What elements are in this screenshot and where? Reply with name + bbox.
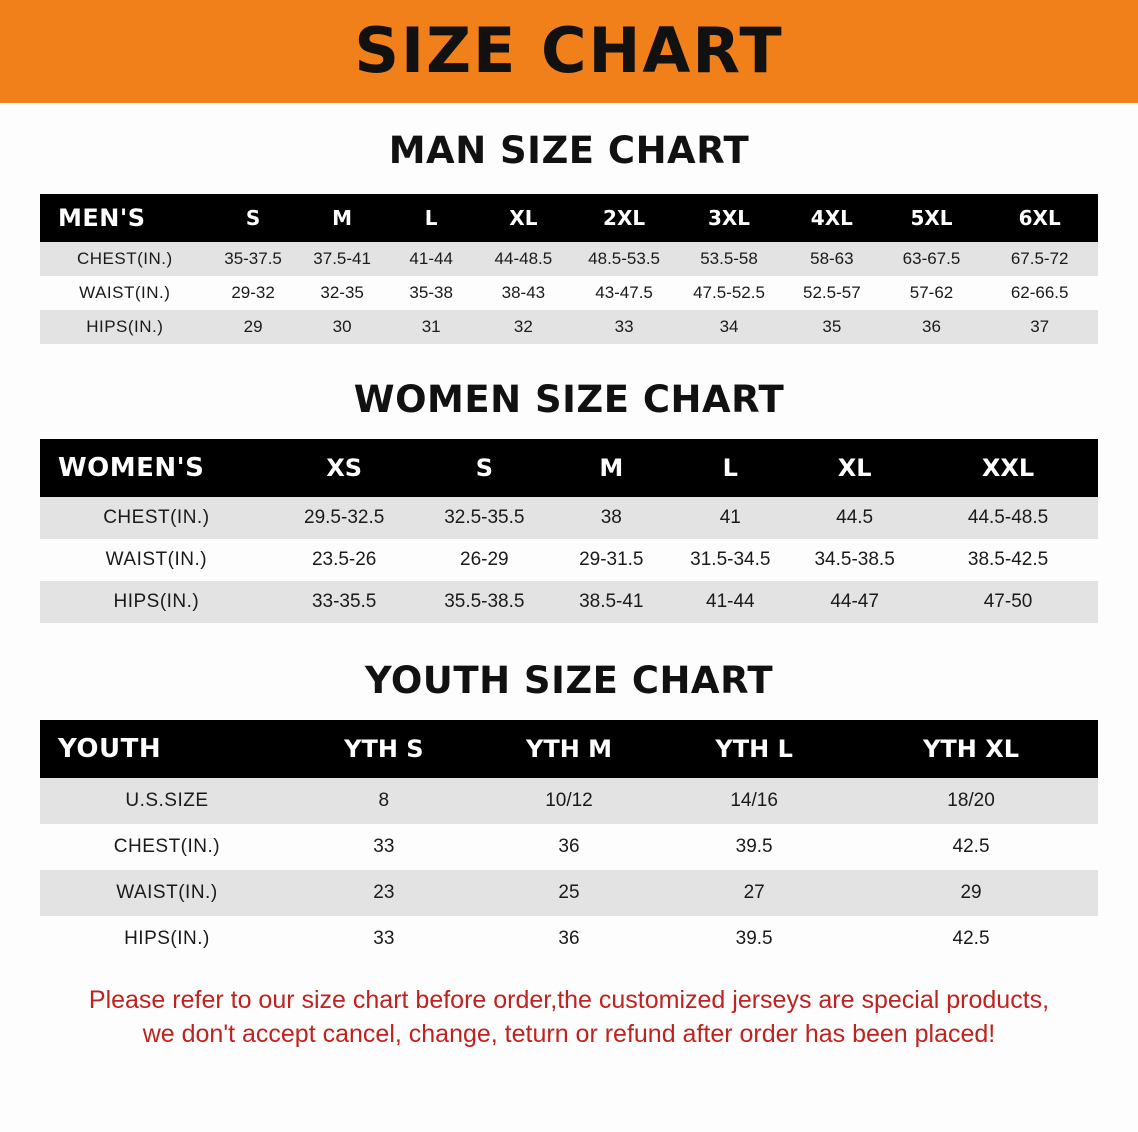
cell: 33 bbox=[294, 824, 474, 870]
table-row bbox=[40, 778, 1098, 824]
col-header-s: S bbox=[210, 194, 297, 242]
table-header-row bbox=[40, 439, 1098, 497]
table-row bbox=[40, 539, 1098, 581]
row-label-waist: WAIST(IN.) bbox=[40, 870, 294, 916]
cell: 29-31.5 bbox=[553, 539, 669, 581]
col-header-s: S bbox=[416, 439, 554, 497]
cell: 37 bbox=[981, 310, 1098, 344]
cell: 39.5 bbox=[664, 824, 844, 870]
women-section-title: WOMEN SIZE CHART bbox=[353, 378, 785, 421]
col-header-yth-s: YTH S bbox=[294, 720, 474, 778]
cell: 43-47.5 bbox=[572, 276, 676, 310]
col-header-men: MEN'S bbox=[40, 194, 210, 242]
cell: 53.5-58 bbox=[676, 242, 782, 276]
cell: 31 bbox=[388, 310, 475, 344]
col-header-xl: XL bbox=[475, 194, 573, 242]
col-header-5xl: 5XL bbox=[882, 194, 982, 242]
table-row bbox=[40, 276, 1098, 310]
cell: 42.5 bbox=[844, 824, 1098, 870]
cell: 36 bbox=[882, 310, 982, 344]
cell: 36 bbox=[474, 824, 664, 870]
col-header-yth-m: YTH M bbox=[474, 720, 664, 778]
cell: 44.5-48.5 bbox=[918, 497, 1098, 539]
cell: 63-67.5 bbox=[882, 242, 982, 276]
row-label-chest: CHEST(IN.) bbox=[40, 497, 273, 539]
row-label-hips: HIPS(IN.) bbox=[40, 581, 273, 623]
man-section-title: MAN SIZE CHART bbox=[388, 129, 750, 172]
cell: 29 bbox=[844, 870, 1098, 916]
cell: 38 bbox=[553, 497, 669, 539]
cell: 38.5-41 bbox=[553, 581, 669, 623]
cell: 44-47 bbox=[791, 581, 918, 623]
col-header-xxl: XXL bbox=[918, 439, 1098, 497]
col-header-l: L bbox=[669, 439, 791, 497]
cell: 52.5-57 bbox=[782, 276, 882, 310]
cell: 67.5-72 bbox=[981, 242, 1098, 276]
cell: 35-38 bbox=[388, 276, 475, 310]
col-header-m: M bbox=[553, 439, 669, 497]
cell: 27 bbox=[664, 870, 844, 916]
col-header-womens: WOMEN'S bbox=[40, 439, 273, 497]
col-header-4xl: 4XL bbox=[782, 194, 882, 242]
col-header-xs: XS bbox=[273, 439, 416, 497]
policy-note-line1: Please refer to our size chart before order,the customized jerseys are special products, bbox=[88, 986, 1050, 1014]
man-table-wrapper bbox=[0, 194, 1138, 344]
cell: 41-44 bbox=[388, 242, 475, 276]
cell: 34 bbox=[676, 310, 782, 344]
col-header-youth: YOUTH bbox=[40, 720, 294, 778]
cell: 47.5-52.5 bbox=[676, 276, 782, 310]
row-label-hips: HIPS(IN.) bbox=[40, 310, 210, 344]
women-size-table bbox=[40, 439, 1098, 623]
cell: 58-63 bbox=[782, 242, 882, 276]
women-table-wrapper bbox=[0, 439, 1138, 623]
cell: 26-29 bbox=[416, 539, 554, 581]
cell: 23.5-26 bbox=[273, 539, 416, 581]
cell: 10/12 bbox=[474, 778, 664, 824]
row-label-waist: WAIST(IN.) bbox=[40, 276, 210, 310]
cell: 38-43 bbox=[475, 276, 573, 310]
cell: 44.5 bbox=[791, 497, 918, 539]
row-label-us-size: U.S.SIZE bbox=[40, 778, 294, 824]
row-label-waist: WAIST(IN.) bbox=[40, 539, 273, 581]
cell: 31.5-34.5 bbox=[669, 539, 791, 581]
col-header-l: L bbox=[388, 194, 475, 242]
cell: 32.5-35.5 bbox=[416, 497, 554, 539]
cell: 14/16 bbox=[664, 778, 844, 824]
man-size-table bbox=[40, 194, 1098, 344]
cell: 33-35.5 bbox=[273, 581, 416, 623]
cell: 62-66.5 bbox=[981, 276, 1098, 310]
cell: 33 bbox=[572, 310, 676, 344]
table-header-row bbox=[40, 720, 1098, 778]
policy-note-line2: we don't accept cancel, change, teturn or refund after order has been placed! bbox=[142, 1019, 996, 1048]
cell: 34.5-38.5 bbox=[791, 539, 918, 581]
cell: 38.5-42.5 bbox=[918, 539, 1098, 581]
header-banner bbox=[0, 0, 1138, 103]
cell: 8 bbox=[294, 778, 474, 824]
table-row bbox=[40, 242, 1098, 276]
col-header-6xl: 6XL bbox=[981, 194, 1098, 242]
cell: 47-50 bbox=[918, 581, 1098, 623]
col-header-yth-l: YTH L bbox=[664, 720, 844, 778]
cell: 44-48.5 bbox=[475, 242, 573, 276]
table-row bbox=[40, 581, 1098, 623]
youth-table-wrapper bbox=[0, 720, 1138, 962]
col-header-m: M bbox=[297, 194, 388, 242]
row-label-hips: HIPS(IN.) bbox=[40, 916, 294, 962]
cell: 32 bbox=[475, 310, 573, 344]
cell: 57-62 bbox=[882, 276, 982, 310]
col-header-3xl: 3XL bbox=[676, 194, 782, 242]
cell: 35 bbox=[782, 310, 882, 344]
cell: 29-32 bbox=[210, 276, 297, 310]
page-title: SIZE CHART bbox=[354, 13, 784, 87]
cell: 39.5 bbox=[664, 916, 844, 962]
cell: 32-35 bbox=[297, 276, 388, 310]
cell: 37.5-41 bbox=[297, 242, 388, 276]
col-header-2xl: 2XL bbox=[572, 194, 676, 242]
cell: 18/20 bbox=[844, 778, 1098, 824]
col-header-xl: XL bbox=[791, 439, 918, 497]
table-row bbox=[40, 824, 1098, 870]
cell: 35-37.5 bbox=[210, 242, 297, 276]
youth-section-title: YOUTH SIZE CHART bbox=[364, 659, 774, 702]
cell: 36 bbox=[474, 916, 664, 962]
row-label-chest: CHEST(IN.) bbox=[40, 242, 210, 276]
col-header-yth-xl: YTH XL bbox=[844, 720, 1098, 778]
table-row bbox=[40, 310, 1098, 344]
cell: 42.5 bbox=[844, 916, 1098, 962]
cell: 23 bbox=[294, 870, 474, 916]
table-header-row bbox=[40, 194, 1098, 242]
cell: 35.5-38.5 bbox=[416, 581, 554, 623]
cell: 30 bbox=[297, 310, 388, 344]
row-label-chest: CHEST(IN.) bbox=[40, 824, 294, 870]
cell: 29.5-32.5 bbox=[273, 497, 416, 539]
cell: 41 bbox=[669, 497, 791, 539]
cell: 29 bbox=[210, 310, 297, 344]
youth-size-table bbox=[40, 720, 1098, 962]
cell: 33 bbox=[294, 916, 474, 962]
cell: 41-44 bbox=[669, 581, 791, 623]
table-row bbox=[40, 916, 1098, 962]
cell: 48.5-53.5 bbox=[572, 242, 676, 276]
policy-note bbox=[40, 984, 1098, 1052]
table-row bbox=[40, 497, 1098, 539]
table-row bbox=[40, 870, 1098, 916]
cell: 25 bbox=[474, 870, 664, 916]
